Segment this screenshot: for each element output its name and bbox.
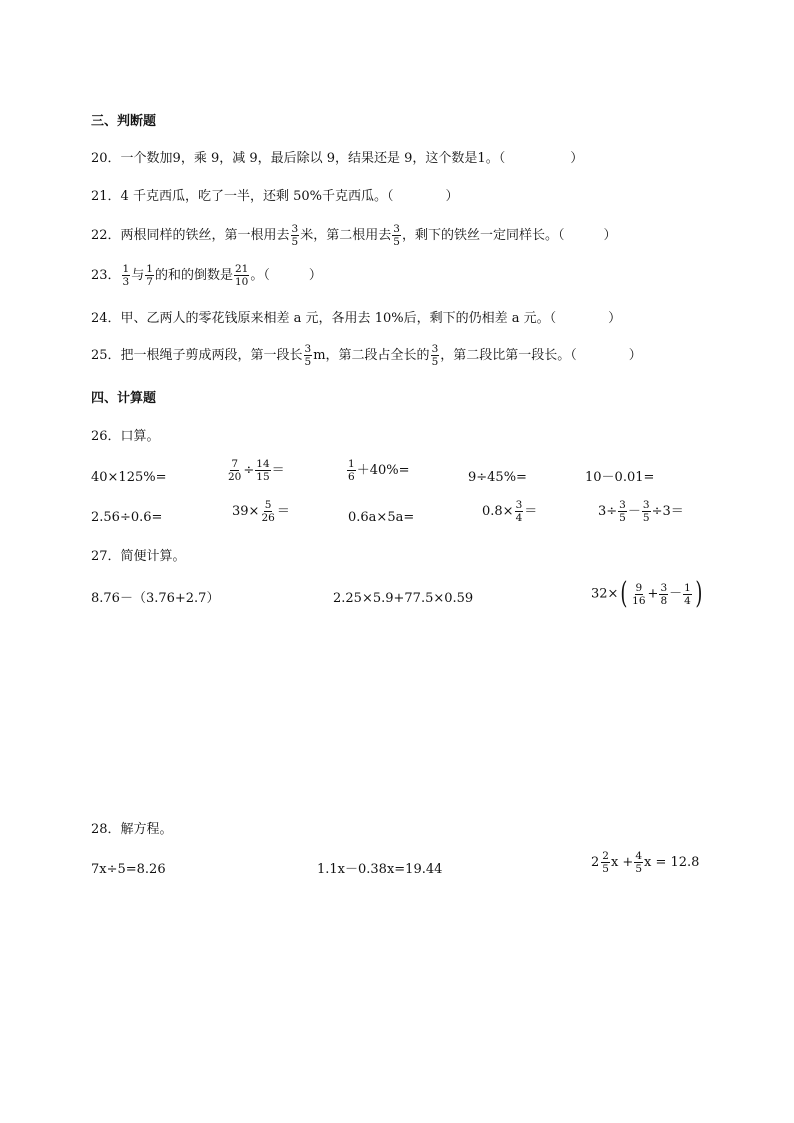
numerator: 14	[256, 458, 270, 470]
q23-text-d: 。（ ）	[250, 268, 322, 283]
numerator: 2	[602, 850, 609, 862]
equals: ＝	[670, 504, 684, 519]
numerator: 3	[291, 223, 299, 235]
denominator: 5	[619, 512, 626, 524]
q25-text-b: m，第二段占全长的	[313, 348, 430, 363]
middle: x +	[610, 855, 634, 870]
equation-3	[591, 850, 699, 875]
q25-text-a: 25．把一根绳子剪成两段，第一段长	[91, 348, 303, 363]
equation-2: 1.1x－0.38x=19.44	[317, 862, 443, 877]
q25-fraction-2	[431, 343, 440, 368]
prefix: 0.8×	[482, 504, 514, 519]
denominator: 6	[348, 471, 355, 483]
suffix: ÷3	[651, 504, 671, 519]
right-paren: )	[695, 576, 703, 611]
equation-1: 7x÷5=8.26	[91, 862, 166, 877]
denominator: 5	[635, 863, 643, 875]
denominator: 5	[393, 236, 400, 248]
oral-r1c3	[346, 458, 409, 483]
oral-r2c5	[598, 499, 684, 524]
section-heading-calculation: 四、计算题	[91, 391, 157, 406]
q22-text-a: 22．两根同样的铁丝，第一根用去	[91, 228, 290, 243]
denominator: 5	[602, 863, 609, 875]
denominator: 20	[228, 471, 242, 483]
q23-text-a: 23．	[91, 268, 121, 283]
oral-r2c4	[482, 499, 537, 524]
fraction	[631, 582, 646, 607]
fraction	[659, 582, 668, 607]
operator: ÷	[243, 463, 255, 478]
question-20: 20．一个数加9，乘 9，减 9，最后除以 9，结果还是 9，这个数是1。（ ）	[91, 151, 584, 166]
numerator: 7	[231, 458, 239, 470]
q23-text-b: 与	[131, 268, 145, 283]
q22-fraction-1	[291, 223, 300, 248]
numerator: 1	[684, 581, 691, 594]
q25-text-c: ，第二段比第一段长。（ ）	[440, 348, 642, 363]
denominator: 15	[256, 471, 270, 483]
q23-fraction-3	[234, 263, 249, 288]
numerator: 3	[515, 499, 523, 511]
oral-r2c3: 0.6a×5a=	[348, 510, 415, 525]
fraction	[642, 499, 651, 524]
numerator: 3	[619, 499, 626, 511]
q23-fraction-1	[122, 263, 131, 288]
operator: －	[669, 586, 683, 602]
denominator: 7	[146, 276, 153, 288]
whole-part: 2	[591, 854, 600, 870]
mixed-number	[591, 850, 611, 875]
oral-r1c4: 9÷45%=	[468, 470, 527, 485]
equals: ＝	[271, 463, 285, 478]
denominator: 5	[642, 512, 650, 524]
fraction	[515, 499, 524, 524]
fraction	[634, 850, 643, 875]
numerator: 4	[635, 850, 643, 862]
question-24: 24．甲、乙两人的零花钱原来相差 a 元，各用去 10%后，剩下的仍相差 a 元。（ ）	[91, 311, 622, 326]
numerator: 3	[431, 343, 439, 355]
fraction	[347, 458, 356, 483]
denominator: 8	[660, 594, 668, 607]
numerator: 1	[146, 263, 153, 275]
question-21: 21．4 千克西瓜，吃了一半，还剩 50%千克西瓜。（ ）	[91, 189, 459, 204]
equals: ＝	[524, 504, 538, 519]
denominator: 5	[431, 356, 439, 368]
q23-text-c: 的和的倒数是	[154, 268, 233, 283]
q22-text-c: ，剩下的铁丝一定同样长。（ ）	[401, 228, 617, 243]
q23-fraction-2	[145, 263, 154, 288]
numerator: 3	[642, 499, 650, 511]
denominator: 26	[261, 512, 275, 524]
numerator: 3	[304, 343, 312, 355]
numerator: 1	[122, 263, 130, 275]
denominator: 5	[291, 236, 299, 248]
prefix: 39×	[232, 504, 260, 519]
numerator: 1	[348, 458, 355, 470]
q25-fraction-1	[304, 343, 313, 368]
oral-r1c1: 40×125%=	[91, 470, 167, 485]
fraction	[260, 499, 275, 524]
denominator: 4	[515, 512, 523, 524]
prefix: 32×	[591, 586, 619, 602]
numerator: 5	[264, 499, 272, 511]
simplify-expression-3	[591, 576, 705, 611]
denominator: 3	[122, 276, 130, 288]
oral-r2c2	[232, 499, 290, 524]
equals: ＝	[276, 504, 290, 519]
q22-fraction-2	[392, 223, 401, 248]
fraction	[618, 499, 627, 524]
question-22	[91, 223, 616, 248]
question-28-title: 28．解方程。	[91, 822, 173, 837]
operator: －	[627, 504, 641, 519]
operator: +	[647, 586, 659, 602]
question-26-title: 26．口算。	[91, 429, 160, 444]
question-27-title: 27．简便计算。	[91, 549, 186, 564]
simplify-expression-2: 2.25×5.9+77.5×0.59	[333, 591, 474, 606]
left-paren: (	[620, 576, 628, 611]
numerator: 21	[234, 263, 249, 275]
oral-r1c5: 10－0.01=	[585, 470, 655, 485]
q22-text-b: 米，第二根用去	[300, 228, 392, 243]
expression-rest: ＋40%=	[356, 463, 410, 478]
numerator: 3	[393, 223, 400, 235]
oral-r2c1: 2.56÷0.6=	[91, 510, 163, 525]
denominator: 16	[632, 594, 646, 607]
fraction	[683, 582, 692, 607]
denominator: 10	[234, 276, 249, 288]
prefix: 3÷	[598, 504, 618, 519]
simplify-expression-1: 8.76－（3.76+2.7）	[91, 591, 220, 606]
section-heading-judgment: 三、判断题	[91, 114, 157, 129]
question-25	[91, 343, 642, 368]
denominator: 4	[684, 594, 691, 607]
denominator: 5	[304, 356, 312, 368]
numerator: 9	[635, 581, 643, 594]
numerator: 3	[660, 581, 668, 594]
suffix: x = 12.8	[644, 855, 700, 870]
question-23	[91, 263, 322, 288]
oral-r1c2	[226, 458, 285, 483]
fraction	[601, 850, 610, 875]
fraction	[227, 458, 242, 483]
fraction	[255, 458, 270, 483]
